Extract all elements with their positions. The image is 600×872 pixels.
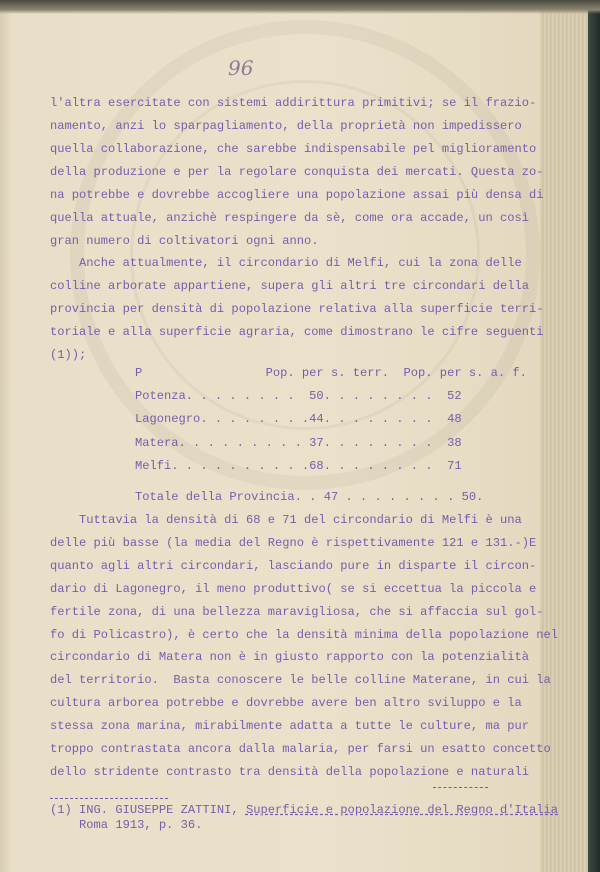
- paragraph-line: quella collaborazione, che sarebbe indispensabile pel miglioramento: [50, 142, 537, 156]
- paragraph-line: della produzione e per la regolare conquista dei mercati. Questa zo-: [50, 165, 544, 179]
- paragraph-line: del territorio. Basta conoscere le belle colline Materane, in cui la: [50, 673, 551, 688]
- handwritten-folio-number: 96: [228, 56, 254, 80]
- paragraph-line: quanto agli altri circondari, lasciando pure in disparte il circon-: [50, 558, 537, 573]
- table-row: Melfi. . . . . . . . . .68. . . . . . . . 71: [135, 458, 462, 473]
- continuation-dashes: [433, 787, 488, 788]
- paragraph-line: toriale e alla superficie agraria, come dimostrano le cifre seguenti: [50, 325, 544, 339]
- paragraph-line: Anche attualmente, il circondario di Melfi, cui la zona delle: [50, 256, 522, 270]
- table-header: P Pop. per s. terr. Pop. per s. a. f.: [135, 366, 527, 380]
- paragraph-line: (1));: [50, 348, 87, 362]
- footnote-line-1: [50, 803, 558, 817]
- scan-top-edge: [0, 0, 600, 14]
- paragraph-line: delle più basse (la media del Regno è rispettivamente 121 e 131.-)E: [50, 535, 537, 550]
- footnote-separator: [50, 798, 168, 799]
- table-row: Lagonegro. . . . . . . .44. . . . . . . . 48: [135, 412, 462, 427]
- footnote-title: Superficie e popolazione del Regno d'Italia: [245, 803, 559, 817]
- paragraph-line: colline arborate appartiene, supera gli altri tre circondari della: [50, 279, 529, 293]
- footnote-author: (1) ING. GIUSEPPE ZATTINI,: [50, 803, 246, 817]
- paragraph-line: stessa zona marina, mirabilmente adatta a tutte le culture, ma pur: [50, 719, 529, 734]
- paragraph-line: namento, anzi lo sparpagliamento, della proprietà non impedissero: [50, 119, 522, 133]
- paragraph-line: fertile zona, di una bellezza maravigliosa, che si affaccia sul gol-: [50, 604, 544, 619]
- paragraph-line: dello stridente contrasto tra densità della popolazione e naturali: [50, 764, 529, 779]
- paragraph-line: dario di Lagonegro, il meno produttivo( se si eccettua la piccola e: [50, 581, 537, 596]
- paragraph-line: l'altra esercitate con sistemi addirittura primitivi; se il frazio-: [50, 96, 537, 110]
- paragraph-line: Tuttavia la densità di 68 e 71 del circondario di Melfi è una: [50, 513, 522, 527]
- footnote-line-2: Roma 1913, p. 36.: [50, 818, 203, 832]
- book-cover-edge: [588, 0, 600, 872]
- paragraph-line: na potrebbe e dovrebbe accogliere una popolazione assai più densa di: [50, 188, 544, 202]
- paragraph-line: cultura arborea potrebbe e dovrebbe avere ben altro sviluppo e la: [50, 696, 522, 711]
- paragraph-line: fo di Policastro), è certo che la densità minima della popolazione nel: [50, 627, 559, 642]
- table-row: Matera. . . . . . . . . 37. . . . . . . . 38: [135, 435, 462, 450]
- paragraph-line: provincia per densità di popolazione relativa alla superficie terri-: [50, 302, 544, 316]
- paragraph-line: gran numero di coltivatori ogni anno.: [50, 234, 319, 248]
- table-row: Potenza. . . . . . . . 50. . . . . . . . 52: [135, 389, 462, 403]
- table-total-row: Totale della Provincia. . 47 . . . . . . . . 50.: [135, 490, 484, 504]
- paragraph-line: troppo contrastata ancora dalla malaria, per farsi un esatto concetto: [50, 742, 551, 756]
- paragraph-line: quella attuale, anzichè respingere da sè, come ora accade, un così: [50, 211, 529, 225]
- paragraph-line: circondario di Matera non è in giusto rapporto con la potenzialità: [50, 650, 529, 665]
